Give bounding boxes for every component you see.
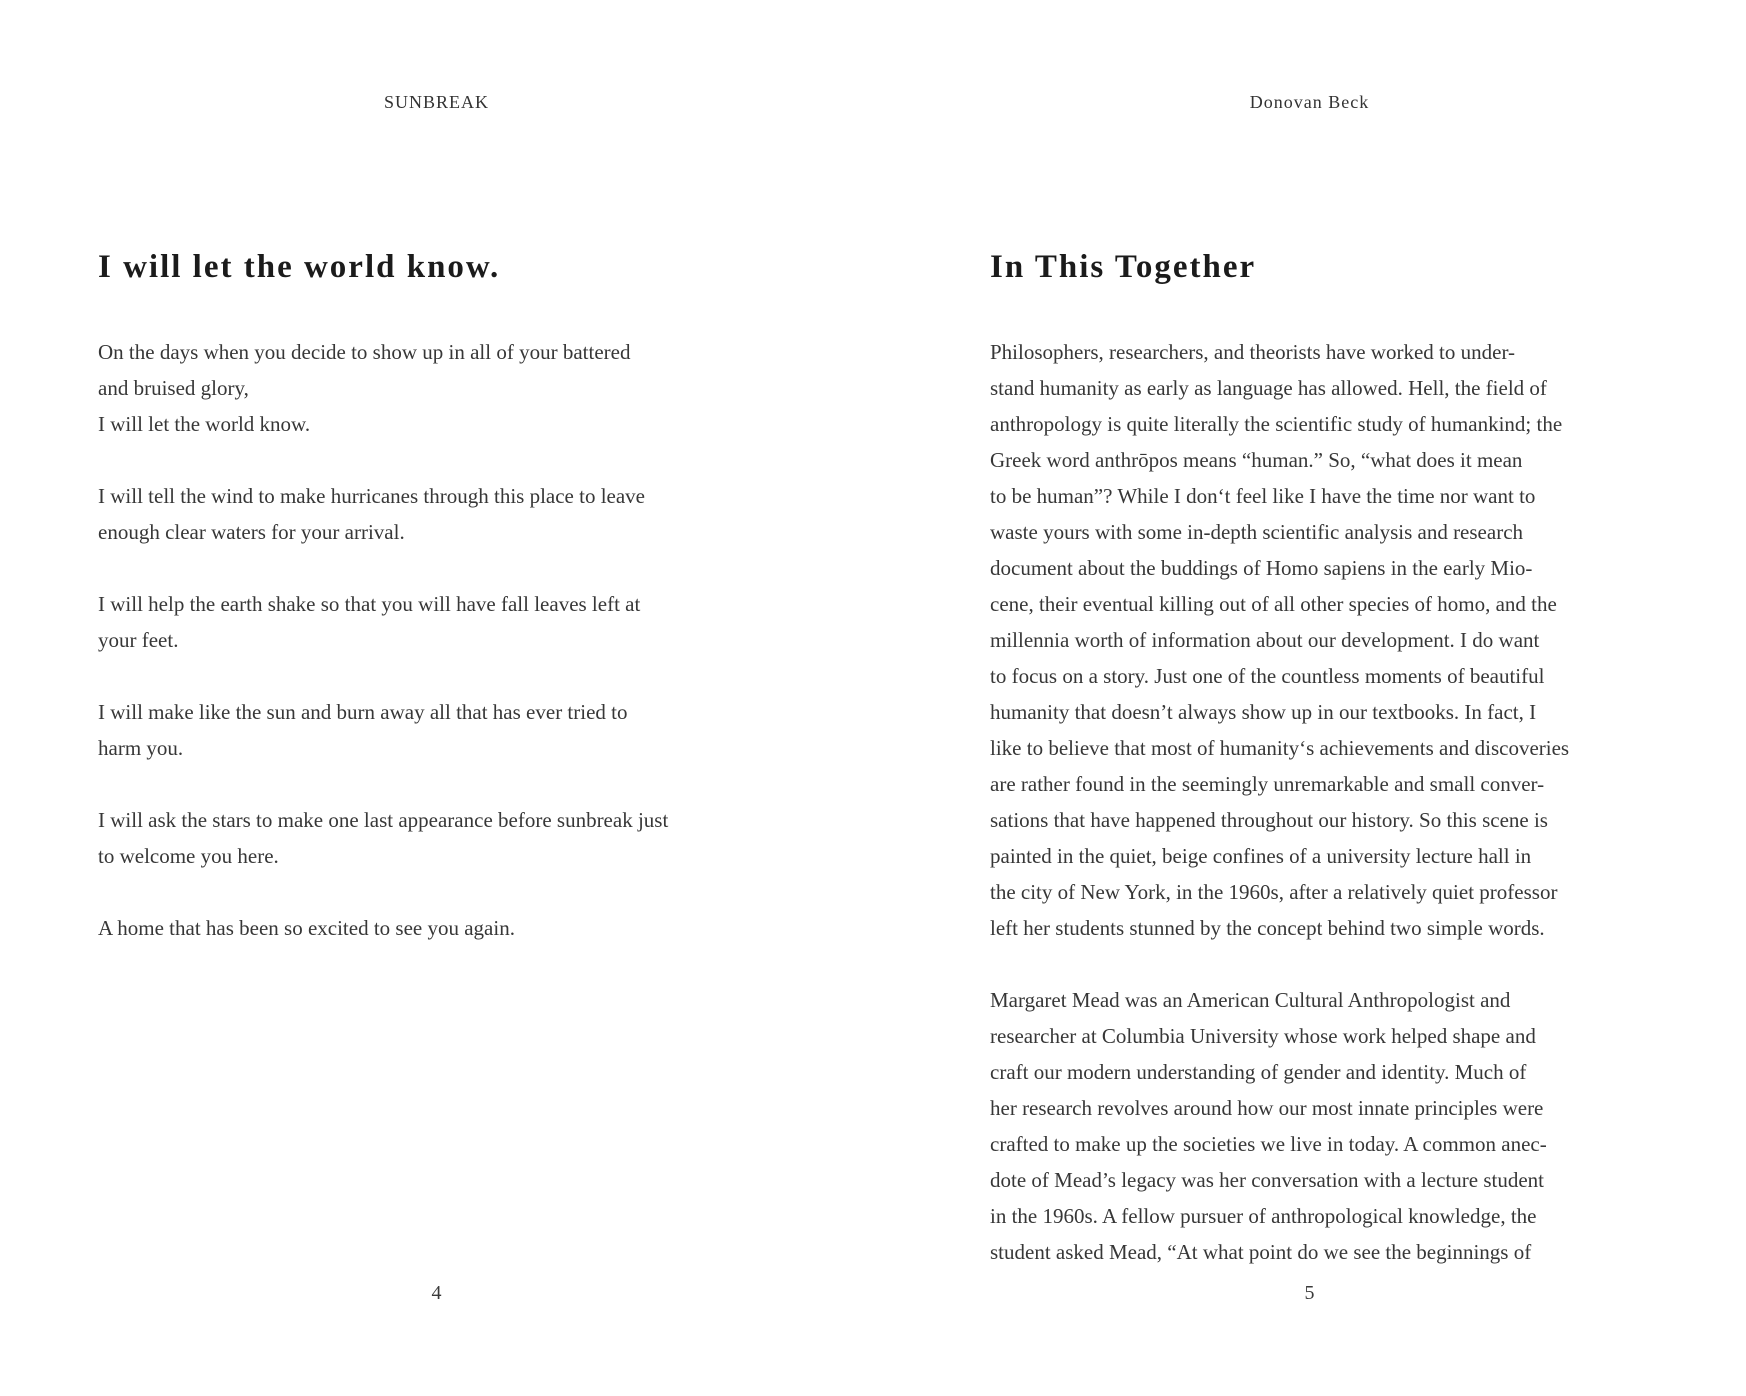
right-page-number: 5 <box>1304 1282 1315 1304</box>
poem-line: I will tell the wind to make hurricanes through this place to leave <box>98 484 646 508</box>
poem <box>98 334 668 946</box>
right-page-title: In This Together <box>990 249 1257 285</box>
body-line: sations that have happened throughout our history. So this scene is <box>990 808 1548 832</box>
body-line: humanity that doesn’t always show up in our textbooks. In fact, I <box>990 700 1537 724</box>
poem-line: A home that has been so excited to see you again. <box>98 916 515 940</box>
poem-line: your feet. <box>98 628 179 652</box>
right-page-content <box>990 248 1569 1270</box>
body-line: her research revolves around how our most innate principles were <box>990 1096 1544 1120</box>
body-line: to be human”? While I don‘t feel like I have the time nor want to <box>990 484 1536 508</box>
poem-line: I will let the world know. <box>98 412 311 436</box>
poem-stanza <box>98 910 668 946</box>
body-line: student asked Mead, “At what point do we see the beginnings of <box>990 1240 1532 1264</box>
body-line: the city of New York, in the 1960s, after a relatively quiet professor <box>990 880 1558 904</box>
body-line: crafted to make up the societies we live in today. A common anec- <box>990 1132 1547 1156</box>
poem-stanza <box>98 802 668 874</box>
body-line: Greek word anthrōpos means “human.” So, “what does it mean <box>990 448 1523 472</box>
body-line: document about the buddings of Homo sapiens in the early Mio- <box>990 556 1533 580</box>
body-line: in the 1960s. A fellow pursuer of anthropological knowledge, the <box>990 1204 1537 1228</box>
left-page-number: 4 <box>431 1282 442 1304</box>
body-line: painted in the quiet, beige confines of a university lecture hall in <box>990 844 1532 868</box>
poem-line: I will help the earth shake so that you will have fall leaves left at <box>98 592 641 616</box>
body-line: to focus on a story. Just one of the countless moments of beautiful <box>990 664 1545 688</box>
poem-line: On the days when you decide to show up in all of your battered <box>98 340 631 364</box>
body-line: are rather found in the seemingly unremarkable and small conver- <box>990 772 1545 796</box>
left-running-header: SUNBREAK <box>383 92 489 112</box>
body-line: Philosophers, researchers, and theorists have worked to under- <box>990 340 1516 364</box>
body-line: dote of Mead’s legacy was her conversation with a lecture student <box>990 1168 1544 1192</box>
body-line: cene, their eventual killing out of all other species of homo, and the <box>990 592 1557 616</box>
body-line: like to believe that most of humanity‘s achievements and discoveries <box>990 736 1570 760</box>
essay-body <box>990 334 1569 1270</box>
right-page <box>873 0 1746 1396</box>
body-line: millennia worth of information about our development. I do want <box>990 628 1540 652</box>
left-page-title: I will let the world know. <box>98 249 501 285</box>
body-line: anthropology is quite literally the scientific study of humankind; the <box>990 412 1563 436</box>
poem-stanza <box>98 334 668 442</box>
poem-line: harm you. <box>98 736 184 760</box>
body-line: researcher at Columbia University whose work helped shape and <box>990 1024 1536 1048</box>
body-line: Margaret Mead was an American Cultural Anthropologist and <box>990 988 1511 1012</box>
poem-line: I will make like the sun and burn away all that has ever tried to <box>98 700 628 724</box>
body-line: stand humanity as early as language has allowed. Hell, the field of <box>990 376 1547 400</box>
right-running-header: Donovan Beck <box>1249 92 1370 112</box>
body-line: left her students stunned by the concept behind two simple words. <box>990 916 1545 940</box>
essay-paragraph <box>990 334 1569 946</box>
poem-line: and bruised glory, <box>98 376 249 400</box>
left-page-content <box>98 248 668 946</box>
poem-stanza <box>98 586 668 658</box>
poem-stanza <box>98 694 668 766</box>
body-line: waste yours with some in-depth scientific analysis and research <box>990 520 1524 544</box>
poem-line: I will ask the stars to make one last appearance before sunbreak just <box>98 808 669 832</box>
poem-stanza <box>98 478 668 550</box>
body-line: craft our modern understanding of gender and identity. Much of <box>990 1060 1527 1084</box>
poem-line: to welcome you here. <box>98 844 279 868</box>
poem-line: enough clear waters for your arrival. <box>98 520 405 544</box>
essay-paragraph <box>990 982 1569 1270</box>
